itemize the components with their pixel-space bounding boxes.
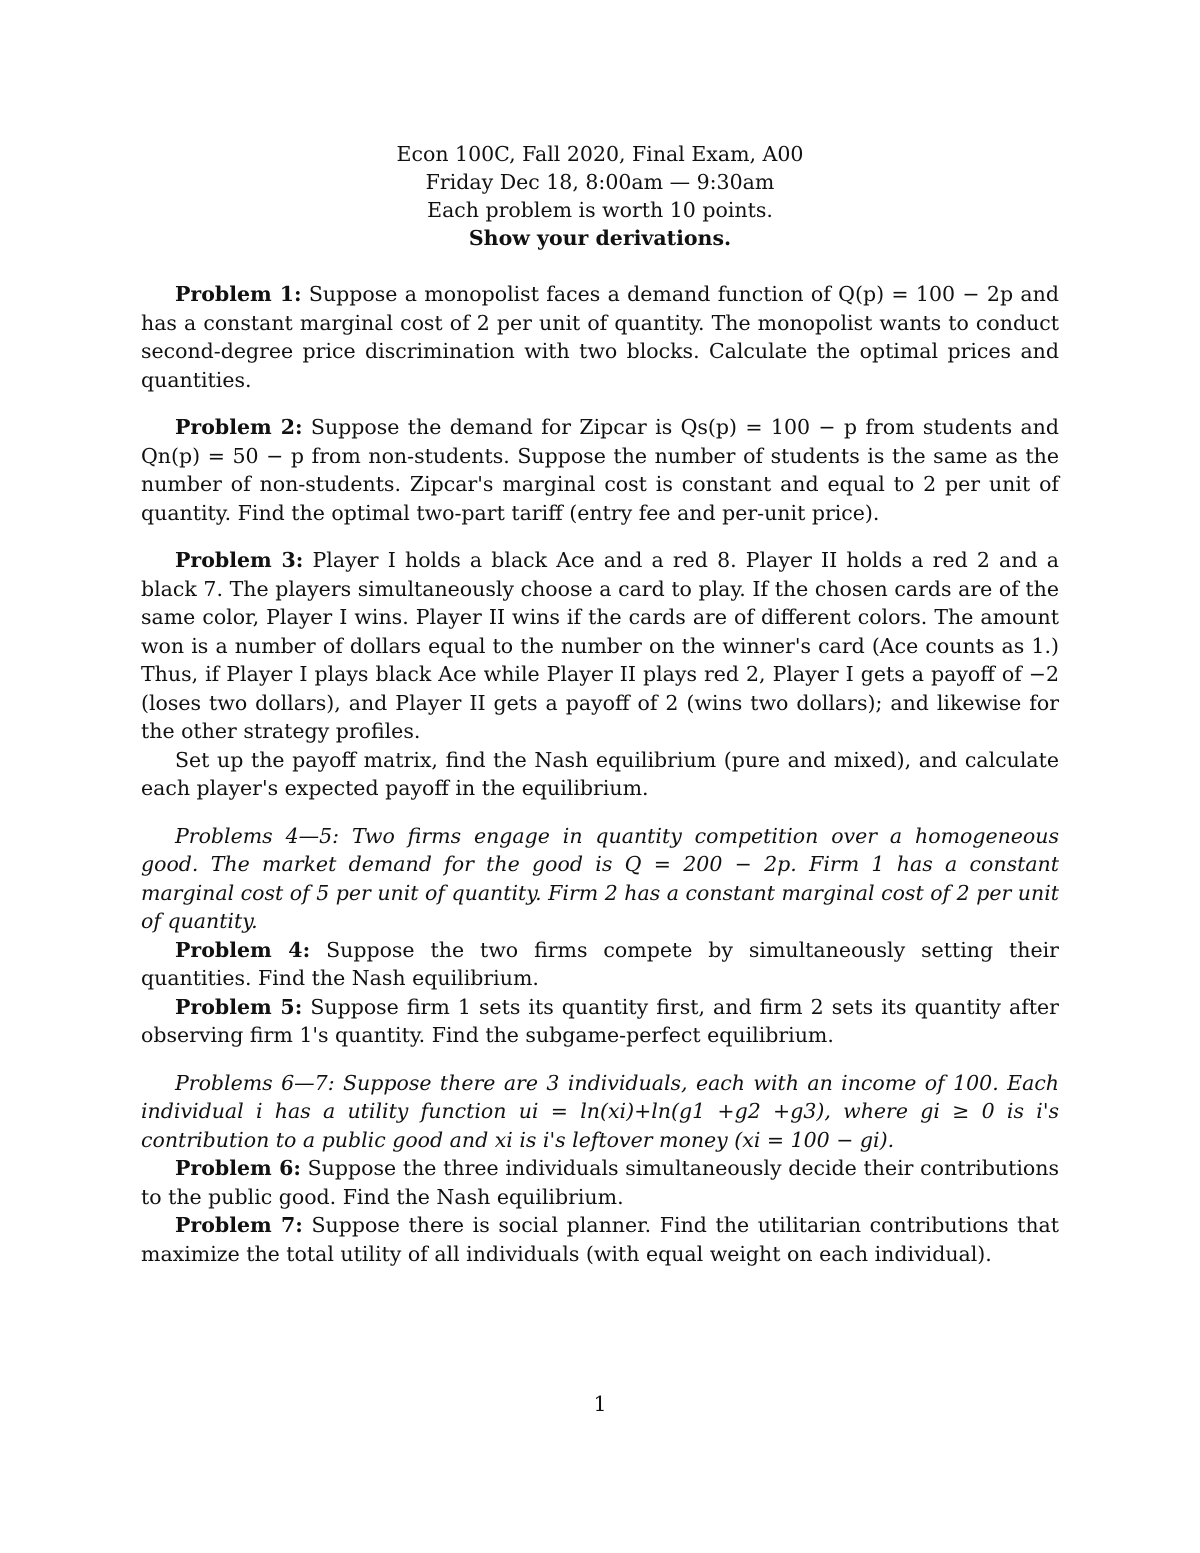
problem-7-text: Suppose there is social planner. Find the utilitarian contributions that maximize the total utility of all individuals (with equal weight on each individual). (141, 1213, 1059, 1266)
problems-6-7-intro: Problems 6—7: Suppose there are 3 individuals, each with an income of 100. Each individual i has a utility function ui = ln(xi)+ln(g1 +g2 +g3), where gi ≥ 0 is i's contribution to a public good and xi is i's leftover money (xi = 100 − gi). (141, 1070, 1059, 1152)
problem-2 (141, 413, 1059, 527)
problem-6-label: Problem 6: (175, 1156, 301, 1180)
exam-page (141, 140, 1059, 1268)
exam-title: Econ 100C, Fall 2020, Final Exam, A00 (396, 142, 804, 166)
problem-3-text: Player I holds a black Ace and a red 8. Player II holds a red 2 and a black 7. The players simultaneously choose a card to play. If the chosen cards are of the same color, Player I wins. Player II wins if the cards are of different colors. The amount won is a number of dollars equal to the number on the winner's card (Ace counts as 1.) Thus, if Player I plays black Ace while Player II plays red 2, Player I gets a payoff of −2 (loses two dollars), and Player II gets a payoff of 2 (wins two dollars); and likewise for the other strategy profiles. (141, 548, 1059, 743)
exam-datetime: Friday Dec 18, 8:00am — 9:30am (425, 170, 775, 194)
problem-7-label: Problem 7: (175, 1213, 303, 1237)
problem-6 (141, 1154, 1059, 1211)
problem-1-text: Suppose a monopolist faces a demand function of Q(p) = 100 − 2p and has a constant marginal cost of 2 per unit of quantity. The monopolist wants to conduct second-degree price discrimination with two blocks. Calculate the optimal prices and quantities. (141, 282, 1059, 392)
problem-1 (141, 280, 1059, 394)
problems-4-5-intro: Problems 4—5: Two firms engage in quantity competition over a homogeneous good. The market demand for the good is Q = 200 − 2p. Firm 1 has a constant marginal cost of 5 per unit of quantity. Firm 2 has a constant marginal cost of 2 per unit of quantity. (141, 823, 1059, 933)
problem-5-text: Suppose firm 1 sets its quantity first, and firm 2 sets its quantity after observing firm 1's quantity. Find the subgame-perfect equilibrium. (141, 994, 1059, 1047)
problem-2-label: Problem 2: (175, 415, 303, 439)
problem-3 (141, 546, 1059, 746)
problem-4-text: Suppose the two firms compete by simultaneously setting their quantities. Find the Nash equilibrium. (141, 937, 1059, 990)
problem-7 (141, 1211, 1059, 1268)
derivations-note: Show your derivations. (468, 226, 732, 250)
problem-5 (141, 993, 1059, 1050)
page-number: 1 (593, 1392, 607, 1416)
problem-6-text: Suppose the three individuals simultaneously decide their contributions to the public good. Find the Nash equilibrium. (141, 1156, 1059, 1209)
problem-4 (141, 936, 1059, 993)
problem-1-label: Problem 1: (175, 282, 302, 306)
problem-2-text: Suppose the demand for Zipcar is Qs(p) = 100 − p from students and Qn(p) = 50 − p from non-students. Suppose the number of students is the same as the number of non-students. Zipcar's marginal cost is constant and equal to 2 per unit of quantity. Find the optimal two-part tariff (entry fee and per-unit price). (141, 415, 1059, 525)
exam-header (141, 140, 1059, 252)
problem-4-label: Problem 4: (175, 937, 311, 962)
points-note: Each problem is worth 10 points. (427, 198, 773, 222)
problem-3-label: Problem 3: (175, 548, 304, 572)
problem-3-part-2: Set up the payoff matrix, find the Nash equilibrium (pure and mixed), and calculate each player's expected payoff in the equilibrium. (141, 747, 1059, 800)
problem-5-label: Problem 5: (175, 994, 303, 1019)
